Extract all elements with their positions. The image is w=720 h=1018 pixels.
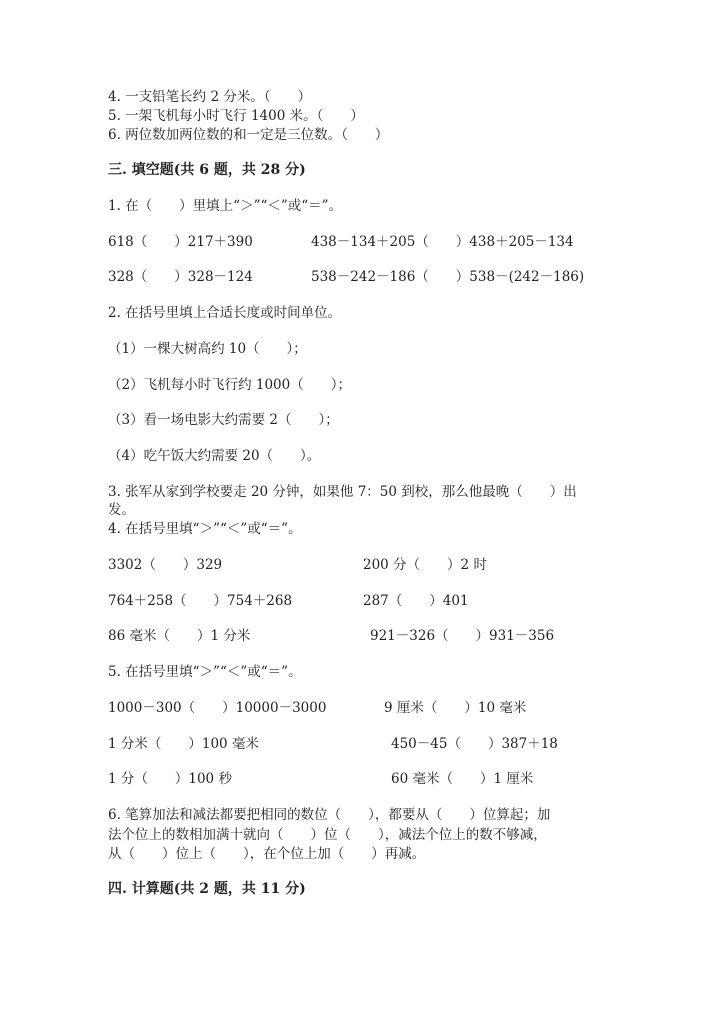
q4-row2-left: 764＋258（ ）754＋268 <box>108 593 293 609</box>
judge-item-5: 5. 一架飞机每小时飞行 1400 米。（ ） <box>108 108 364 124</box>
q5-row1-left: 1000－300（ ）10000－3000 <box>108 700 327 716</box>
q1-stem: 1. 在（ ）里填上“＞”“＜”或“＝”。 <box>108 198 343 214</box>
q5-row2-left: 1 分米（ ）100 毫米 <box>108 736 259 752</box>
q3-line-2: 发。 <box>108 502 135 518</box>
q1-row2-left: 328（ ）328－124 <box>108 269 253 285</box>
judge-item-4: 4. 一支铅笔长约 2 分米。（ ） <box>108 89 312 105</box>
q6-line-1: 6. 笔算加法和减法都要把相同的数位（ ），都要从（ ）位算起；加 <box>108 807 551 823</box>
q4-row3-right: 921－326（ ）931－356 <box>370 628 555 644</box>
q4-row1-right: 200 分（ ）2 时 <box>363 557 487 573</box>
q4-row1-left: 3302（ ）329 <box>108 557 223 573</box>
q5-stem: 5. 在括号里填“＞”“＜”或“＝”。 <box>108 664 302 680</box>
q5-row1-right: 9 厘米（ ）10 毫米 <box>384 700 527 716</box>
q2-stem: 2. 在括号里填上合适长度或时间单位。 <box>108 305 342 321</box>
q4-row3-left: 86 毫米（ ）1 分米 <box>108 628 251 644</box>
q6-line-2: 法个位上的数相加满十就向（ ）位（ ），减法个位上的数不够减， <box>108 827 547 843</box>
q2-item-3: （3）看一场电影大约需要 2（ ）； <box>108 412 339 428</box>
q5-row3-right: 60 毫米（ ）1 厘米 <box>391 771 534 787</box>
q3-line-1: 3. 张军从家到学校要走 20 分钟，如果他 7：50 到校，那么他最晚（ ）出 <box>108 484 577 500</box>
q6-line-3: 从（ ）位上（ ），在个位上加（ ）再减。 <box>108 846 426 862</box>
q4-stem: 4. 在括号里填“＞”“＜”或“＝”。 <box>108 521 302 537</box>
q5-row2-right: 450－45（ ）387＋18 <box>391 736 558 752</box>
q1-row1-right: 438－134＋205（ ）438＋205－134 <box>311 234 574 250</box>
q1-row2-right: 538－242－186（ ）538－(242－186) <box>311 269 585 285</box>
judge-item-6: 6. 两位数加两位数的和一定是三位数。（ ） <box>108 127 389 143</box>
q2-item-1: （1）一棵大树高约 10（ ）； <box>108 341 307 357</box>
section-3-heading: 三. 填空题(共 6 题，共 28 分) <box>108 162 306 178</box>
q2-item-2: （2）飞机每小时飞行约 1000（ ）； <box>108 377 351 393</box>
q2-item-4: （4）吃午饭大约需要 20（ ）。 <box>108 448 321 464</box>
section-4-heading: 四. 计算题(共 2 题，共 11 分) <box>108 881 306 897</box>
q5-row3-left: 1 分（ ）100 秒 <box>108 771 232 787</box>
q4-row2-right: 287（ ）401 <box>363 593 469 609</box>
q1-row1-left: 618（ ）217＋390 <box>108 234 253 250</box>
